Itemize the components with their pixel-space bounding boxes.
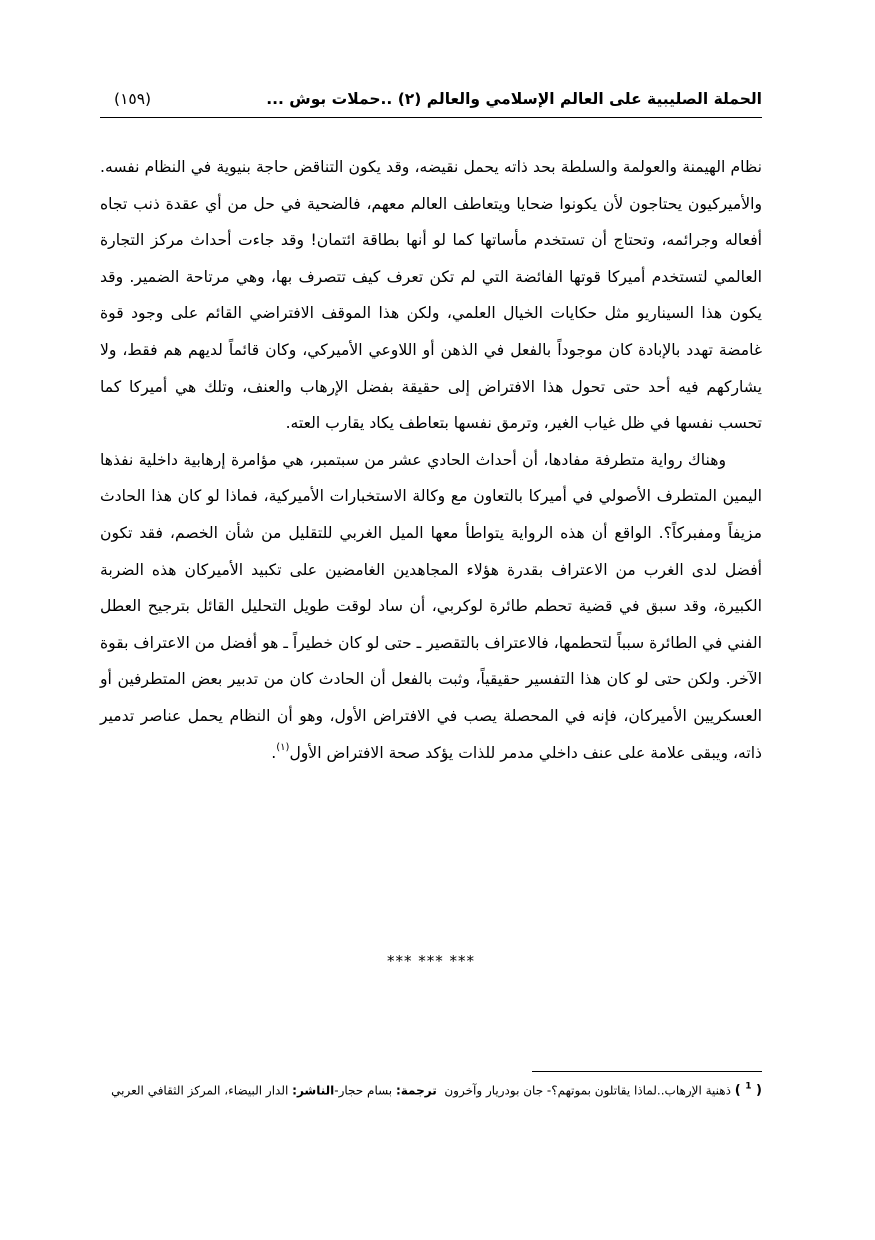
footnote-divider [532,1071,762,1072]
header-title: الحملة الصليبية على العالم الإسلامي والعالم (٢) ..حملات بوش ... [266,90,762,108]
footnote-reference[interactable]: (١) [276,741,290,753]
footnote-book-title: ذهنية الإرهاب..لماذا يقاتلون بموتهم؟- جان بودريار وآخرون [444,1083,731,1098]
paragraph [100,149,762,442]
section-separator: *** *** *** [386,952,476,970]
paragraph-text: نظام الهيمنة والعولمة والسلطة بحد ذاته يحمل نقيضه، وقد يكون التناقض حاجة بنيوية في النظام نفسه. والأميركيون يحتاجون لأن يكونوا ضحايا ويتعاطف العالم معهم، فالضحية في حل من أي عقدة ذنب تجاه أفعاله وجرائمه، وتحتاج أن تستخدم مأساتها كما لو أنها بطاقة ائتمان! وقد جاءت أحداث مركز التجارة العالمي لتستخدم أميركا قوتها الفائضة التي لم تكن تعرف كيف تتصرف بها، وهي مرتاحة الضمير. وقد يكون هذا السيناريو مثل حكايات الخيال العلمي، ولكن هذا الموقف الافتراضي القائم على وجود قوة غامضة تهدد بالإبادة كان موجوداً بالفعل في الذهن أو اللاوعي الأميركي، وكان قائماً لديهم هم فقط، ولا يشاركهم فيه أحد حتى تحول هذا الافتراض إلى حقيقة بفضل الإرهاب والعنف، وتلك هي أميركا كما تحسب نفسها في ظل غياب الغير، وترمق نفسها بتعاطف يكاد يقارب العته. [100,158,762,433]
footnote-publisher: الدار البيضاء، المركز الثقافي العربي [111,1083,289,1098]
footnote-marker: ( $^1$ ) [734,1082,762,1099]
page-number: (١٥٩) [114,90,152,108]
header-divider [100,117,762,118]
footnote-number: 1 [745,1082,752,1092]
paragraph [100,442,762,774]
body-text [100,149,762,774]
paragraph-text: وهناك رواية متطرفة مفادها، أن أحداث الحادي عشر من سبتمبر، هي مؤامرة إرهابية داخلية نفذها اليمين المتطرف الأصولي في أميركا بالتعاون مع وكالة الاستخبارات الأميركية، فماذا لو كان هذا الحادث مزيفاً ومفبركاً؟. الواقع أن هذه الرواية يتواطأ معها الميل الغربي للتقليل من شأن الخصم، فقد تكون أفضل لدى الغرب من الاعتراف بقدرة هؤلاء المجاهدين الغامضين على تكبيد الأميركان هذه الضربة الكبيرة، وقد سبق في قضية تحطم طائرة لوكربي، أن ساد لوقت طويل التحليل القائل بترجيح العطل الفني في الطائرة سبباً لتحطمها، فالاعتراف بالتقصير ـ حتى لو كان خطيراً ـ هو أفضل من الاعتراف بقوة الآخر. ولكن حتى لو كان هذا التفسير حقيقياً، وثبت بالفعل أن الحادث كان من تدبير بعض المتطرفين أو العسكريين الأميركان، فإنه في المحصلة يصب في الافتراض الأول، وهو أن النظام يحمل عناصر تدمير ذاته، ويبقى علامة على عنف داخلي مدمر للذات يؤكد صحة الافتراض الأول [100,450,762,762]
paragraph-end: . [271,743,277,762]
footnote [110,1076,762,1102]
footnote-translator: بسام حجار- [334,1083,393,1098]
footnote-translation-label: ترجمة: [395,1083,437,1098]
footnote-publisher-label: الناشر: [292,1083,335,1098]
running-header [100,88,762,116]
